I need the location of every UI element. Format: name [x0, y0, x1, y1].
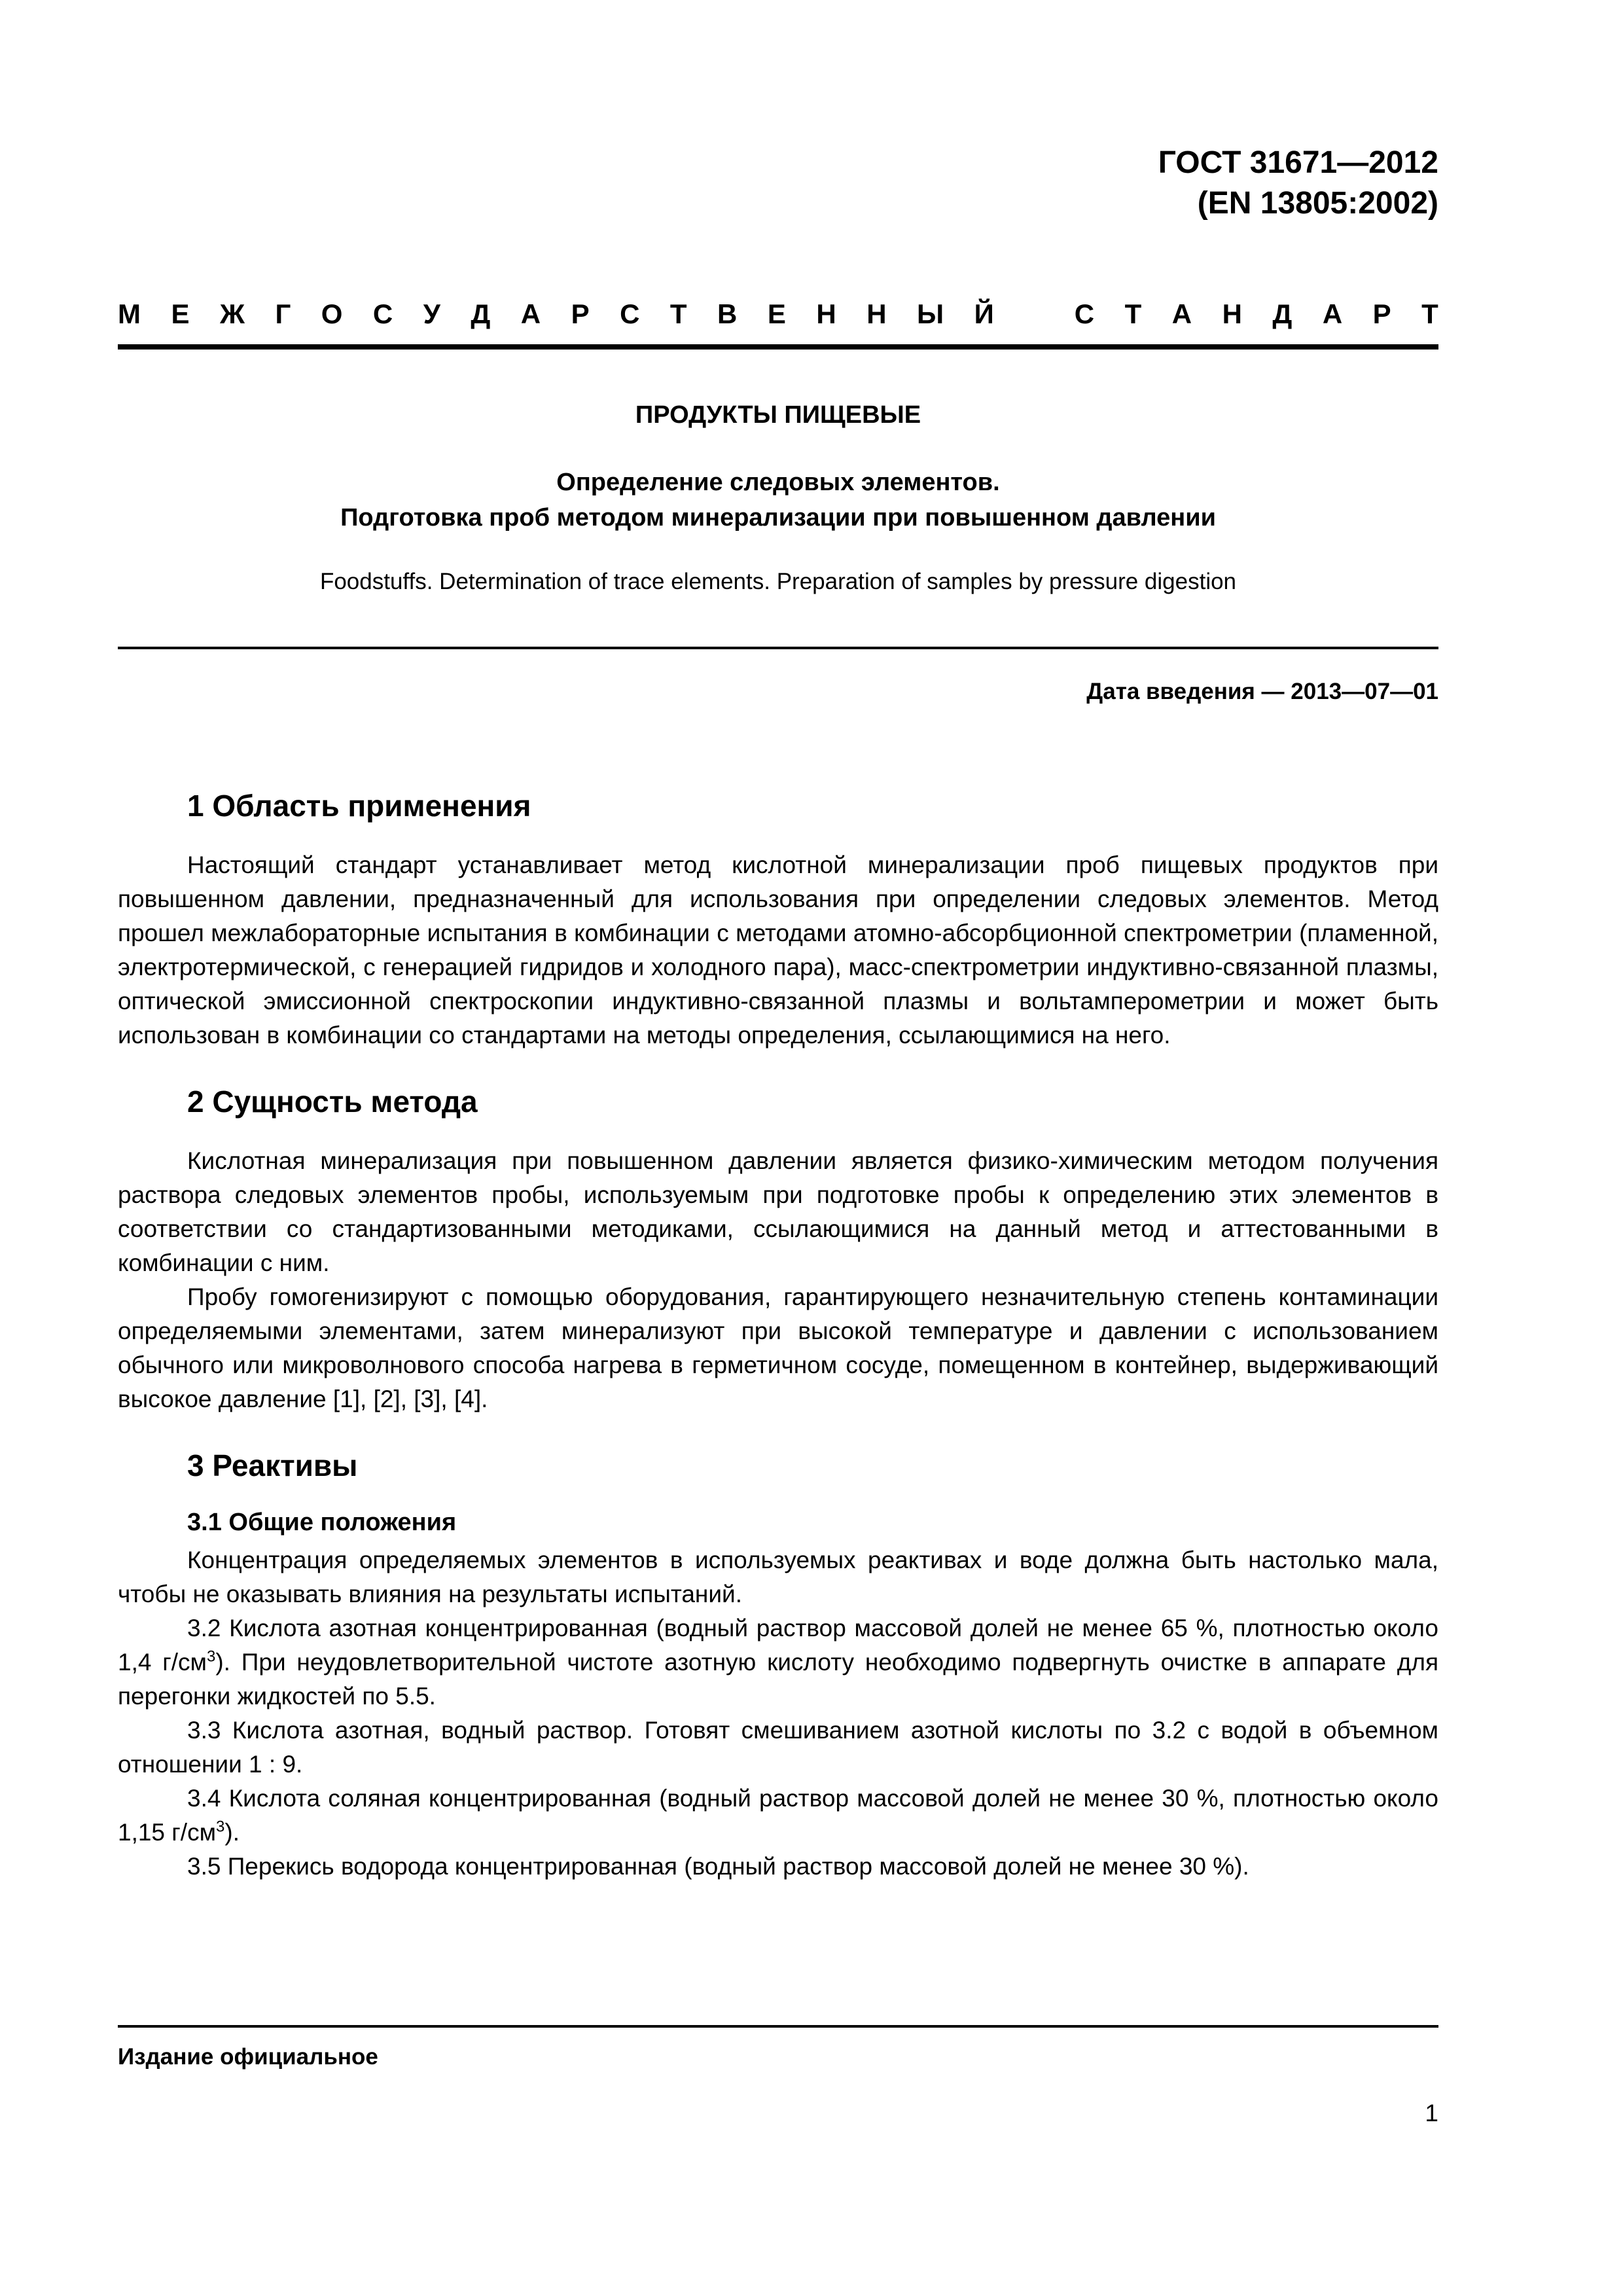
banner-word-gap [1024, 296, 1044, 332]
en-number: (EN 13805:2002) [1197, 186, 1438, 221]
banner-letter: Т [1124, 298, 1142, 329]
footer-rule [118, 2025, 1438, 2028]
banner-letter: Р [571, 298, 590, 329]
banner-letter: Г [275, 298, 291, 329]
banner-letter: В [717, 298, 738, 329]
paragraph: Настоящий стандарт устанавливает метод кислотной минерализации проб пищевых продуктов при повышенном давлении, предназначенный для использования при определении следовых элементов. Метод прошел межлабораторные испытания в комбинации с методами атомно-абсорбционной спектрометрии (пламенной, электротермической, с генерацией гидридов и холодного пара), масс-спектрометрии индуктивно-связанной плазмы, оптической эмиссионной спектроскопии индуктивно-связанной плазмы и вольтамперометрии и может быть использован в комбинации со стандартами на методы определения, ссылающимися на него. [118, 852, 1438, 1049]
banner-letter: У [423, 298, 440, 329]
banner-letter: С [1074, 298, 1095, 329]
page-number: 1 [1425, 2100, 1438, 2126]
banner-letter: М [118, 298, 141, 329]
paragraph-3-2: 3.2 Кислота азотная концентрированная (водный раствор массовой долей не менее 65 %, плотностью около 1,4 $г/см^3$). При неудовлетворительной чистоте азотную кислоту необходимо подвергнуть очистке в аппарате для перегонки жидкостей по 5.5. [118, 1615, 1438, 1710]
header-rule [118, 344, 1438, 350]
paragraph: 3.3 Кислота азотная, водный раствор. Готовят смешиванием азотной кислоты по 3.2 с водой в объемном отношении 1 : 9. [118, 1717, 1438, 1778]
banner-letter: А [520, 298, 541, 329]
section-heading-method-principle: 2 Сущность метода [187, 1085, 478, 1119]
banner-letter: Й [974, 298, 994, 329]
paragraph-3-4: 3.4 Кислота соляная концентрированная (водный раствор массовой долей не менее 30 %, плотностью около 1,15 $г/см^3$). [118, 1785, 1438, 1846]
banner-letter: Н [866, 298, 887, 329]
section-heading-reagents: 3 Реактивы [187, 1448, 358, 1482]
paragraph: 3.5 Перекись водорода концентрированная (водный раствор массовой долей не менее 30 %). [187, 1853, 1249, 1880]
document-title: ПРОДУКТЫ ПИЩЕВЫЕ [635, 401, 921, 429]
banner-letter: Ы [917, 298, 944, 329]
banner-letter: А [1322, 298, 1343, 329]
paragraph: Кислотная минерализация при повышенном давлении является физико-химическим методом получения раствора следовых элементов пробы, используемым при подготовке пробы к определению этих элементов в соответствии со стандартизованными методиками, ссылающимися на данный метод и аттестованными в комбинации с ним. [118, 1147, 1438, 1276]
banner-letter: А [1171, 298, 1192, 329]
banner-letter: О [321, 298, 343, 329]
title-rule [118, 647, 1438, 649]
paragraph: Пробу гомогенизируют с помощью оборудования, гарантирующего незначительную степень контаминации определяемыми элементами, затем минерализуют при высокой температуре и давлении с использованием обычного или микроволнового способа нагрева в герметичном сосуде, помещенном в контейнер, выдерживающий высокое давление [1], [2], [3], [4]. [118, 1283, 1438, 1412]
banner-letter: Н [816, 298, 836, 329]
subtitle-line-2: Подготовка проб методом минерализации при повышенном давлении [340, 504, 1216, 531]
subtitle-line-1: Определение следовых элементов. [556, 469, 1000, 496]
subsection-heading-general: 3.1 Общие положения [187, 1509, 457, 1536]
document-body [118, 785, 1438, 1884]
banner-letter: Е [767, 298, 786, 329]
banner-letter: Р [1372, 298, 1391, 329]
banner-letter: С [372, 298, 393, 329]
document-subtitle [118, 465, 1438, 535]
banner-letter: Т [1421, 298, 1438, 329]
banner-letter: С [620, 298, 640, 329]
standard-number-block [1158, 143, 1438, 224]
banner-letter: Д [471, 298, 491, 329]
banner-letter: Т [669, 298, 687, 329]
gost-number: ГОСТ 31671—2012 [1158, 145, 1438, 180]
introduction-date: Дата введения — 2013—07—01 [1086, 679, 1438, 704]
banner-letter: Е [171, 298, 190, 329]
interstate-standard-banner [118, 296, 1438, 332]
banner-letter: Д [1272, 298, 1293, 329]
official-edition-label: Издание официальное [118, 2044, 378, 2070]
banner-letter: Н [1222, 298, 1242, 329]
english-title: Foodstuffs. Determination of trace elements. Preparation of samples by pressure digestion [319, 569, 1237, 594]
paragraph: Концентрация определяемых элементов в используемых реактивах и воде должна быть настолько мала, чтобы не оказывать влияния на результаты испытаний. [118, 1547, 1438, 1607]
banner-letter: Ж [219, 298, 245, 329]
section-heading-scope: 1 Область применения [187, 789, 531, 823]
